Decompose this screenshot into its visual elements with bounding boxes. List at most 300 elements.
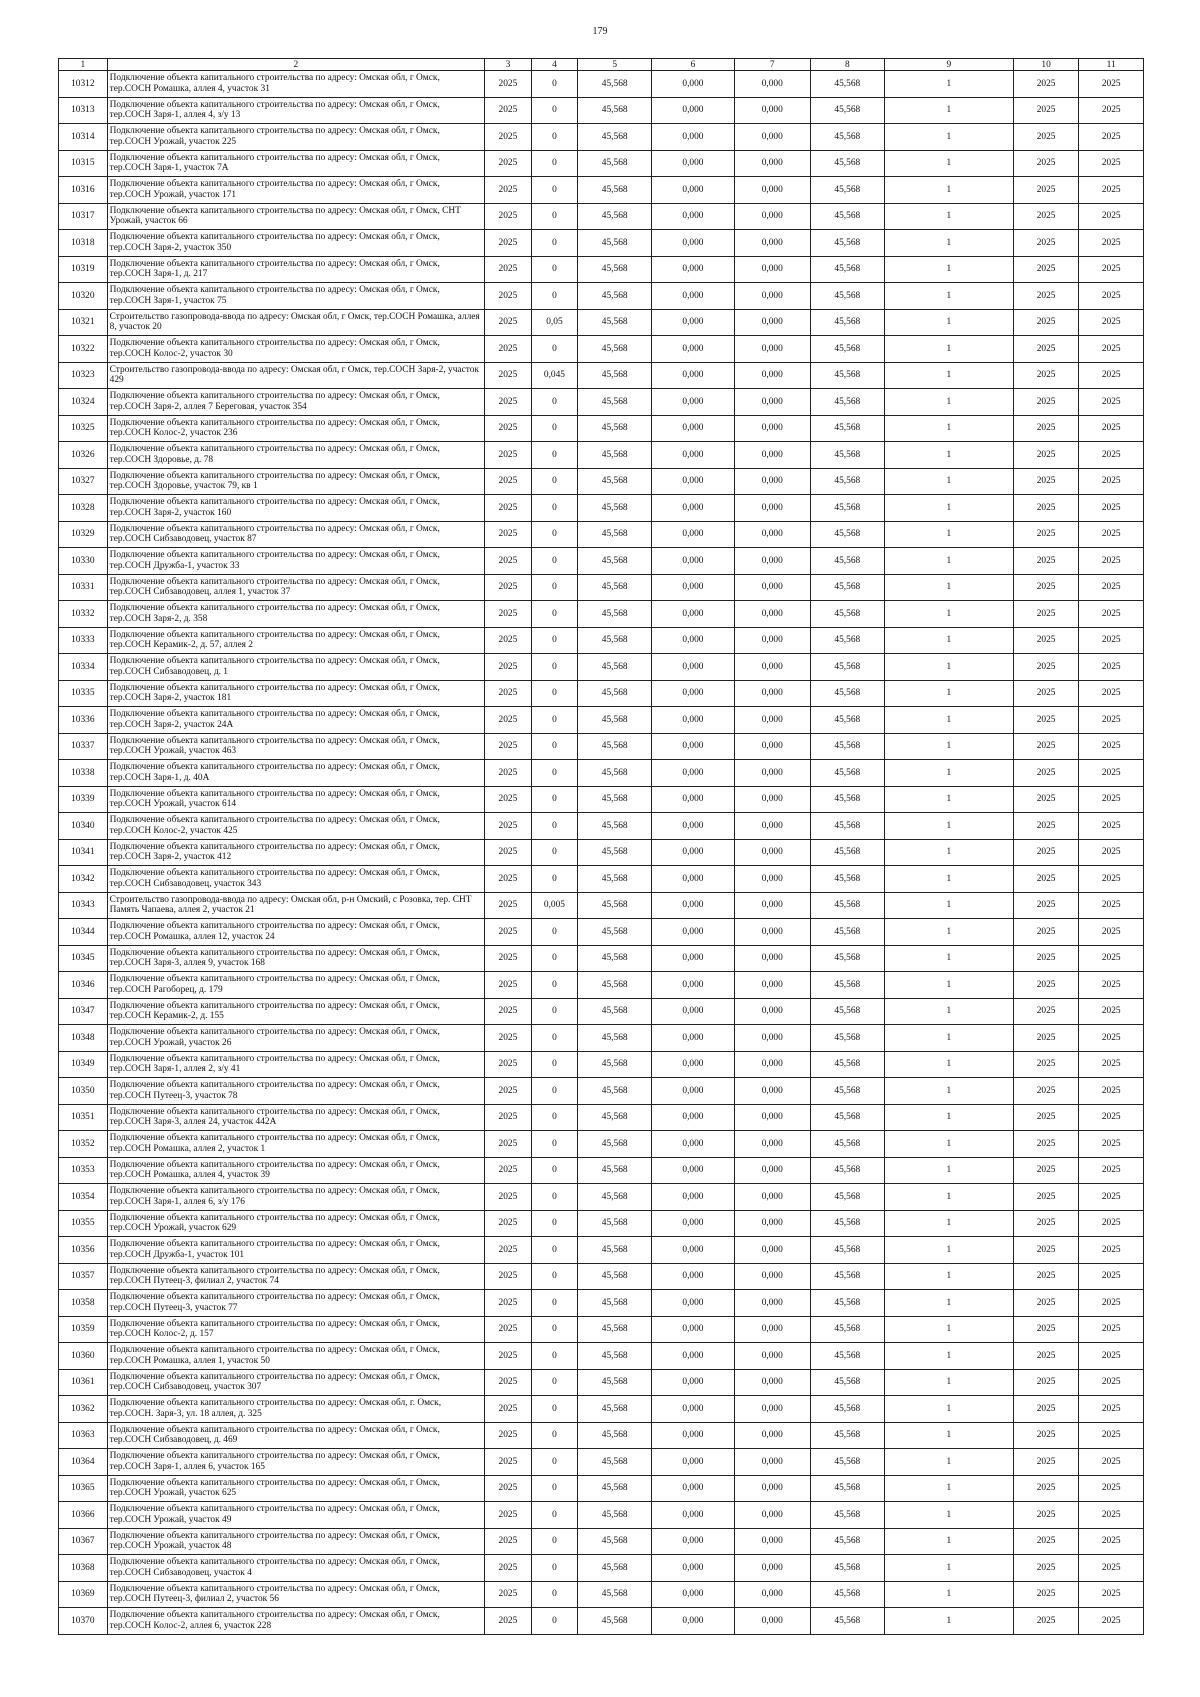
end-year-cell: 2025 bbox=[1079, 1078, 1144, 1105]
value-cell: 45,568 bbox=[810, 124, 884, 151]
end-year-cell: 2025 bbox=[1079, 1184, 1144, 1211]
table-row bbox=[59, 71, 1144, 98]
row-number: 10361 bbox=[59, 1369, 108, 1396]
end-year-cell: 2025 bbox=[1079, 654, 1144, 681]
value-cell: 0,000 bbox=[734, 813, 810, 840]
year-cell: 2025 bbox=[485, 627, 532, 654]
value-cell: 45,568 bbox=[578, 362, 652, 389]
value-cell: 45,568 bbox=[810, 839, 884, 866]
value-cell: 0,000 bbox=[734, 362, 810, 389]
value-cell: 45,568 bbox=[810, 1263, 884, 1290]
value-cell: 0,000 bbox=[652, 468, 734, 495]
value-cell: 0,000 bbox=[734, 1475, 810, 1502]
description-cell: Подключение объекта капитального строительства по адресу: Омская обл, г Омск, тер.СОСН Сибзаводовец, аллея 1, участок 37 bbox=[107, 574, 485, 601]
start-year-cell: 2025 bbox=[1013, 230, 1079, 257]
value-cell: 0,000 bbox=[734, 1581, 810, 1608]
value-cell: 45,568 bbox=[578, 442, 652, 469]
length-cell: 0 bbox=[531, 1263, 578, 1290]
year-cell: 2025 bbox=[485, 760, 532, 787]
start-year-cell: 2025 bbox=[1013, 1608, 1079, 1635]
value-cell: 0,000 bbox=[652, 336, 734, 363]
value-cell: 45,568 bbox=[578, 1210, 652, 1237]
end-year-cell: 2025 bbox=[1079, 548, 1144, 575]
end-year-cell: 2025 bbox=[1079, 336, 1144, 363]
value-cell: 0,000 bbox=[652, 574, 734, 601]
count-cell: 1 bbox=[884, 813, 1013, 840]
row-number: 10319 bbox=[59, 256, 108, 283]
description-cell: Подключение объекта капитального строительства по адресу: Омская обл, г Омск, тер.СОСН Заря-1, аллея 6, участок 165 bbox=[107, 1449, 485, 1476]
length-cell: 0 bbox=[531, 1290, 578, 1317]
length-cell: 0 bbox=[531, 786, 578, 813]
table-row bbox=[59, 203, 1144, 230]
start-year-cell: 2025 bbox=[1013, 1449, 1079, 1476]
value-cell: 0,000 bbox=[652, 389, 734, 416]
value-cell: 45,568 bbox=[810, 1581, 884, 1608]
count-cell: 1 bbox=[884, 1555, 1013, 1582]
value-cell: 0,000 bbox=[734, 733, 810, 760]
length-cell: 0 bbox=[531, 1343, 578, 1370]
value-cell: 45,568 bbox=[578, 1608, 652, 1635]
description-cell: Строительство газопровода-ввода по адресу: Омская обл, р-н Омский, с Розовка, тер. СНТ Память Чапаева, аллея 2, участок 21 bbox=[107, 892, 485, 919]
length-cell: 0 bbox=[531, 1422, 578, 1449]
description-cell: Подключение объекта капитального строительства по адресу: Омская обл, г Омск, тер.СОСН Ромашка, аллея 1, участок 50 bbox=[107, 1343, 485, 1370]
table-row bbox=[59, 1502, 1144, 1529]
table-row bbox=[59, 1608, 1144, 1635]
end-year-cell: 2025 bbox=[1079, 97, 1144, 124]
length-cell: 0 bbox=[531, 574, 578, 601]
year-cell: 2025 bbox=[485, 1502, 532, 1529]
start-year-cell: 2025 bbox=[1013, 654, 1079, 681]
value-cell: 0,000 bbox=[652, 1608, 734, 1635]
year-cell: 2025 bbox=[485, 389, 532, 416]
value-cell: 0,000 bbox=[734, 786, 810, 813]
value-cell: 0,000 bbox=[652, 1422, 734, 1449]
row-number: 10343 bbox=[59, 892, 108, 919]
year-cell: 2025 bbox=[485, 919, 532, 946]
column-header-8: 8 bbox=[810, 59, 884, 71]
end-year-cell: 2025 bbox=[1079, 1608, 1144, 1635]
row-number: 10345 bbox=[59, 945, 108, 972]
start-year-cell: 2025 bbox=[1013, 203, 1079, 230]
end-year-cell: 2025 bbox=[1079, 1581, 1144, 1608]
value-cell: 0,000 bbox=[734, 1422, 810, 1449]
value-cell: 0,000 bbox=[734, 230, 810, 257]
description-cell: Подключение объекта капитального строительства по адресу: Омская обл, г Омск, тер.СОСН Заря-2, д. 358 bbox=[107, 601, 485, 628]
row-number: 10329 bbox=[59, 521, 108, 548]
length-cell: 0 bbox=[531, 866, 578, 893]
value-cell: 45,568 bbox=[810, 760, 884, 787]
description-cell: Подключение объекта капитального строительства по адресу: Омская обл, г Омск, тер.СОСН Дружба-1, участок 33 bbox=[107, 548, 485, 575]
value-cell: 45,568 bbox=[578, 707, 652, 734]
value-cell: 45,568 bbox=[810, 892, 884, 919]
length-cell: 0 bbox=[531, 972, 578, 999]
description-cell: Строительство газопровода-ввода по адресу: Омская обл, г Омск, тер.СОСН Ромашка, аллея 8, участок 20 bbox=[107, 309, 485, 336]
start-year-cell: 2025 bbox=[1013, 71, 1079, 98]
value-cell: 0,000 bbox=[734, 680, 810, 707]
count-cell: 1 bbox=[884, 733, 1013, 760]
value-cell: 45,568 bbox=[578, 1369, 652, 1396]
year-cell: 2025 bbox=[485, 866, 532, 893]
end-year-cell: 2025 bbox=[1079, 521, 1144, 548]
row-number: 10353 bbox=[59, 1157, 108, 1184]
value-cell: 0,000 bbox=[652, 707, 734, 734]
description-cell: Подключение объекта капитального строительства по адресу: Омская обл, г Омск, тер.СОСН Сибзаводовец, участок 307 bbox=[107, 1369, 485, 1396]
value-cell: 0,000 bbox=[734, 336, 810, 363]
value-cell: 0,000 bbox=[734, 1316, 810, 1343]
description-cell: Подключение объекта капитального строительства по адресу: Омская обл, г Омск, тер.СОСН Дружба-1, участок 101 bbox=[107, 1237, 485, 1264]
count-cell: 1 bbox=[884, 1025, 1013, 1052]
value-cell: 45,568 bbox=[810, 998, 884, 1025]
length-cell: 0 bbox=[531, 177, 578, 204]
value-cell: 0,000 bbox=[652, 1104, 734, 1131]
end-year-cell: 2025 bbox=[1079, 256, 1144, 283]
row-number: 10358 bbox=[59, 1290, 108, 1317]
end-year-cell: 2025 bbox=[1079, 309, 1144, 336]
column-header-9: 9 bbox=[884, 59, 1013, 71]
table-row bbox=[59, 1025, 1144, 1052]
length-cell: 0 bbox=[531, 1025, 578, 1052]
end-year-cell: 2025 bbox=[1079, 1131, 1144, 1158]
value-cell: 45,568 bbox=[578, 1131, 652, 1158]
end-year-cell: 2025 bbox=[1079, 1051, 1144, 1078]
value-cell: 0,000 bbox=[734, 415, 810, 442]
data-table bbox=[58, 58, 1144, 1635]
count-cell: 1 bbox=[884, 1237, 1013, 1264]
row-number: 10314 bbox=[59, 124, 108, 151]
row-number: 10326 bbox=[59, 442, 108, 469]
count-cell: 1 bbox=[884, 707, 1013, 734]
value-cell: 45,568 bbox=[578, 760, 652, 787]
year-cell: 2025 bbox=[485, 1528, 532, 1555]
start-year-cell: 2025 bbox=[1013, 548, 1079, 575]
value-cell: 45,568 bbox=[810, 1608, 884, 1635]
row-number: 10356 bbox=[59, 1237, 108, 1264]
value-cell: 0,000 bbox=[734, 1078, 810, 1105]
length-cell: 0 bbox=[531, 1396, 578, 1423]
value-cell: 45,568 bbox=[578, 1184, 652, 1211]
value-cell: 0,000 bbox=[734, 1369, 810, 1396]
value-cell: 0,000 bbox=[734, 1237, 810, 1264]
year-cell: 2025 bbox=[485, 150, 532, 177]
count-cell: 1 bbox=[884, 866, 1013, 893]
year-cell: 2025 bbox=[485, 1290, 532, 1317]
table-row bbox=[59, 1157, 1144, 1184]
value-cell: 45,568 bbox=[578, 177, 652, 204]
row-number: 10347 bbox=[59, 998, 108, 1025]
count-cell: 1 bbox=[884, 1369, 1013, 1396]
value-cell: 0,000 bbox=[652, 256, 734, 283]
value-cell: 45,568 bbox=[578, 495, 652, 522]
end-year-cell: 2025 bbox=[1079, 574, 1144, 601]
row-number: 10315 bbox=[59, 150, 108, 177]
count-cell: 1 bbox=[884, 601, 1013, 628]
table-row bbox=[59, 945, 1144, 972]
value-cell: 0,000 bbox=[734, 760, 810, 787]
value-cell: 45,568 bbox=[810, 786, 884, 813]
value-cell: 0,000 bbox=[652, 1184, 734, 1211]
length-cell: 0 bbox=[531, 945, 578, 972]
value-cell: 45,568 bbox=[810, 707, 884, 734]
year-cell: 2025 bbox=[485, 1581, 532, 1608]
count-cell: 1 bbox=[884, 1475, 1013, 1502]
length-cell: 0 bbox=[531, 1237, 578, 1264]
page-number: 179 bbox=[592, 26, 608, 37]
end-year-cell: 2025 bbox=[1079, 1025, 1144, 1052]
end-year-cell: 2025 bbox=[1079, 733, 1144, 760]
table-row bbox=[59, 1369, 1144, 1396]
length-cell: 0 bbox=[531, 124, 578, 151]
table-row bbox=[59, 1343, 1144, 1370]
length-cell: 0 bbox=[531, 1157, 578, 1184]
description-cell: Подключение объекта капитального строительства по адресу: Омская обл, г Омск, тер.СОСН Путеец-3, филиал 2, участок 74 bbox=[107, 1263, 485, 1290]
length-cell: 0 bbox=[531, 707, 578, 734]
value-cell: 0,000 bbox=[652, 1263, 734, 1290]
table-row bbox=[59, 1422, 1144, 1449]
end-year-cell: 2025 bbox=[1079, 1555, 1144, 1582]
year-cell: 2025 bbox=[485, 998, 532, 1025]
length-cell: 0 bbox=[531, 1210, 578, 1237]
value-cell: 0,000 bbox=[652, 283, 734, 310]
value-cell: 0,000 bbox=[652, 760, 734, 787]
count-cell: 1 bbox=[884, 892, 1013, 919]
length-cell: 0 bbox=[531, 389, 578, 416]
start-year-cell: 2025 bbox=[1013, 945, 1079, 972]
year-cell: 2025 bbox=[485, 468, 532, 495]
description-cell: Подключение объекта капитального строительства по адресу: Омская обл, г Омск, тер.СОСН Колос-2, д. 157 bbox=[107, 1316, 485, 1343]
length-cell: 0 bbox=[531, 654, 578, 681]
count-cell: 1 bbox=[884, 468, 1013, 495]
start-year-cell: 2025 bbox=[1013, 177, 1079, 204]
year-cell: 2025 bbox=[485, 707, 532, 734]
table-row bbox=[59, 1555, 1144, 1582]
value-cell: 0,000 bbox=[734, 1210, 810, 1237]
length-cell: 0 bbox=[531, 1528, 578, 1555]
length-cell: 0 bbox=[531, 256, 578, 283]
start-year-cell: 2025 bbox=[1013, 150, 1079, 177]
value-cell: 0,000 bbox=[734, 1104, 810, 1131]
value-cell: 45,568 bbox=[810, 203, 884, 230]
end-year-cell: 2025 bbox=[1079, 1210, 1144, 1237]
value-cell: 45,568 bbox=[810, 97, 884, 124]
row-number: 10333 bbox=[59, 627, 108, 654]
length-cell: 0 bbox=[531, 468, 578, 495]
value-cell: 45,568 bbox=[578, 945, 652, 972]
table-row bbox=[59, 892, 1144, 919]
value-cell: 45,568 bbox=[810, 1502, 884, 1529]
count-cell: 1 bbox=[884, 654, 1013, 681]
row-number: 10350 bbox=[59, 1078, 108, 1105]
table-row bbox=[59, 733, 1144, 760]
value-cell: 45,568 bbox=[810, 1475, 884, 1502]
value-cell: 0,000 bbox=[652, 1078, 734, 1105]
end-year-cell: 2025 bbox=[1079, 972, 1144, 999]
value-cell: 0,000 bbox=[652, 1369, 734, 1396]
length-cell: 0 bbox=[531, 442, 578, 469]
year-cell: 2025 bbox=[485, 786, 532, 813]
value-cell: 0,000 bbox=[652, 1475, 734, 1502]
description-cell: Подключение объекта капитального строительства по адресу: Омская обл, г Омск, тер.СОСН Ромашка, аллея 2, участок 1 bbox=[107, 1131, 485, 1158]
year-cell: 2025 bbox=[485, 972, 532, 999]
column-header-4: 4 bbox=[531, 59, 578, 71]
description-cell: Подключение объекта капитального строительства по адресу: Омская обл, г Омск, тер.СОСН Заря-3, аллея 24, участок 442А bbox=[107, 1104, 485, 1131]
end-year-cell: 2025 bbox=[1079, 1475, 1144, 1502]
length-cell: 0,045 bbox=[531, 362, 578, 389]
count-cell: 1 bbox=[884, 415, 1013, 442]
row-number: 10331 bbox=[59, 574, 108, 601]
table-row bbox=[59, 680, 1144, 707]
description-cell: Подключение объекта капитального строительства по адресу: Омская обл, г Омск, тер.СОСН Заря-2, участок 160 bbox=[107, 495, 485, 522]
start-year-cell: 2025 bbox=[1013, 627, 1079, 654]
value-cell: 0,000 bbox=[734, 468, 810, 495]
value-cell: 45,568 bbox=[810, 813, 884, 840]
value-cell: 0,000 bbox=[652, 1449, 734, 1476]
start-year-cell: 2025 bbox=[1013, 362, 1079, 389]
count-cell: 1 bbox=[884, 972, 1013, 999]
row-number: 10368 bbox=[59, 1555, 108, 1582]
column-header-6: 6 bbox=[652, 59, 734, 71]
value-cell: 0,000 bbox=[734, 1157, 810, 1184]
value-cell: 45,568 bbox=[810, 1396, 884, 1423]
value-cell: 45,568 bbox=[578, 1449, 652, 1476]
description-cell: Подключение объекта капитального строительства по адресу: Омская обл, г Омск, тер.СОСН Заря-1, аллея 6, з/у 176 bbox=[107, 1184, 485, 1211]
length-cell: 0 bbox=[531, 733, 578, 760]
value-cell: 0,000 bbox=[652, 230, 734, 257]
row-number: 10332 bbox=[59, 601, 108, 628]
value-cell: 45,568 bbox=[810, 256, 884, 283]
value-cell: 45,568 bbox=[578, 1396, 652, 1423]
count-cell: 1 bbox=[884, 919, 1013, 946]
value-cell: 45,568 bbox=[578, 521, 652, 548]
value-cell: 0,000 bbox=[734, 203, 810, 230]
table-row bbox=[59, 548, 1144, 575]
end-year-cell: 2025 bbox=[1079, 866, 1144, 893]
end-year-cell: 2025 bbox=[1079, 177, 1144, 204]
count-cell: 1 bbox=[884, 1078, 1013, 1105]
value-cell: 45,568 bbox=[578, 1157, 652, 1184]
value-cell: 45,568 bbox=[578, 256, 652, 283]
value-cell: 0,000 bbox=[734, 283, 810, 310]
value-cell: 0,000 bbox=[734, 707, 810, 734]
value-cell: 0,000 bbox=[734, 1555, 810, 1582]
row-number: 10335 bbox=[59, 680, 108, 707]
start-year-cell: 2025 bbox=[1013, 813, 1079, 840]
description-cell: Подключение объекта капитального строительства по адресу: Омская обл, г. Омск, тер.СОСН. Заря-3, ул. 18 аллея, д. 325 bbox=[107, 1396, 485, 1423]
end-year-cell: 2025 bbox=[1079, 945, 1144, 972]
table-row bbox=[59, 866, 1144, 893]
value-cell: 0,000 bbox=[652, 733, 734, 760]
start-year-cell: 2025 bbox=[1013, 309, 1079, 336]
count-cell: 1 bbox=[884, 1290, 1013, 1317]
length-cell: 0 bbox=[531, 919, 578, 946]
row-number: 10364 bbox=[59, 1449, 108, 1476]
end-year-cell: 2025 bbox=[1079, 124, 1144, 151]
value-cell: 45,568 bbox=[810, 1290, 884, 1317]
column-header-10: 10 bbox=[1013, 59, 1079, 71]
value-cell: 0,000 bbox=[652, 786, 734, 813]
length-cell: 0 bbox=[531, 680, 578, 707]
count-cell: 1 bbox=[884, 1422, 1013, 1449]
description-cell: Подключение объекта капитального строительства по адресу: Омская обл, г Омск, тер.СОСН Заря-2, участок 350 bbox=[107, 230, 485, 257]
value-cell: 45,568 bbox=[578, 548, 652, 575]
table-row bbox=[59, 1290, 1144, 1317]
value-cell: 45,568 bbox=[578, 1581, 652, 1608]
value-cell: 0,000 bbox=[734, 839, 810, 866]
value-cell: 0,000 bbox=[652, 1502, 734, 1529]
description-cell: Подключение объекта капитального строительства по адресу: Омская обл, г Омск, тер.СОСН Урожай, участок 26 bbox=[107, 1025, 485, 1052]
row-number: 10366 bbox=[59, 1502, 108, 1529]
value-cell: 0,000 bbox=[652, 71, 734, 98]
value-cell: 0,000 bbox=[734, 256, 810, 283]
length-cell: 0 bbox=[531, 1502, 578, 1529]
year-cell: 2025 bbox=[485, 283, 532, 310]
value-cell: 0,000 bbox=[734, 1025, 810, 1052]
value-cell: 0,000 bbox=[652, 1051, 734, 1078]
end-year-cell: 2025 bbox=[1079, 1369, 1144, 1396]
value-cell: 45,568 bbox=[810, 680, 884, 707]
start-year-cell: 2025 bbox=[1013, 1157, 1079, 1184]
value-cell: 0,000 bbox=[734, 1184, 810, 1211]
value-cell: 0,000 bbox=[652, 1237, 734, 1264]
count-cell: 1 bbox=[884, 1343, 1013, 1370]
value-cell: 0,000 bbox=[734, 919, 810, 946]
value-cell: 0,000 bbox=[734, 1396, 810, 1423]
start-year-cell: 2025 bbox=[1013, 1528, 1079, 1555]
value-cell: 45,568 bbox=[810, 230, 884, 257]
end-year-cell: 2025 bbox=[1079, 760, 1144, 787]
length-cell: 0 bbox=[531, 495, 578, 522]
row-number: 10349 bbox=[59, 1051, 108, 1078]
year-cell: 2025 bbox=[485, 256, 532, 283]
description-cell: Подключение объекта капитального строительства по адресу: Омская обл, г Омск, тер.СОСН Здоровье, участок 79, кв 1 bbox=[107, 468, 485, 495]
description-cell: Подключение объекта капитального строительства по адресу: Омская обл, г Омск, тер.СОСН Керамик-2, д. 57, аллея 2 bbox=[107, 627, 485, 654]
description-cell: Подключение объекта капитального строительства по адресу: Омская обл, г Омск, тер.СОСН Заря-2, участок 412 bbox=[107, 839, 485, 866]
value-cell: 0,000 bbox=[652, 150, 734, 177]
value-cell: 45,568 bbox=[578, 389, 652, 416]
description-cell: Подключение объекта капитального строительства по адресу: Омская обл, г Омск, тер.СОСН Колос-2, аллея 6, участок 228 bbox=[107, 1608, 485, 1635]
length-cell: 0 bbox=[531, 1051, 578, 1078]
value-cell: 0,000 bbox=[652, 203, 734, 230]
value-cell: 45,568 bbox=[578, 1051, 652, 1078]
description-cell: Подключение объекта капитального строительства по адресу: Омская обл, г Омск, тер.СОСН Рагоборец, д. 179 bbox=[107, 972, 485, 999]
value-cell: 0,000 bbox=[652, 124, 734, 151]
end-year-cell: 2025 bbox=[1079, 283, 1144, 310]
table-row bbox=[59, 336, 1144, 363]
table-row bbox=[59, 362, 1144, 389]
length-cell: 0 bbox=[531, 1555, 578, 1582]
count-cell: 1 bbox=[884, 442, 1013, 469]
value-cell: 45,568 bbox=[578, 415, 652, 442]
value-cell: 0,000 bbox=[652, 972, 734, 999]
year-cell: 2025 bbox=[485, 1078, 532, 1105]
year-cell: 2025 bbox=[485, 813, 532, 840]
table-row bbox=[59, 1131, 1144, 1158]
year-cell: 2025 bbox=[485, 574, 532, 601]
count-cell: 1 bbox=[884, 1184, 1013, 1211]
year-cell: 2025 bbox=[485, 1237, 532, 1264]
row-number: 10365 bbox=[59, 1475, 108, 1502]
end-year-cell: 2025 bbox=[1079, 442, 1144, 469]
table-row bbox=[59, 1237, 1144, 1264]
value-cell: 0,000 bbox=[652, 866, 734, 893]
end-year-cell: 2025 bbox=[1079, 627, 1144, 654]
table-row bbox=[59, 1449, 1144, 1476]
start-year-cell: 2025 bbox=[1013, 574, 1079, 601]
value-cell: 45,568 bbox=[810, 574, 884, 601]
start-year-cell: 2025 bbox=[1013, 1290, 1079, 1317]
row-number: 10355 bbox=[59, 1210, 108, 1237]
value-cell: 45,568 bbox=[578, 230, 652, 257]
description-cell: Подключение объекта капитального строительства по адресу: Омская обл, г Омск, тер.СОСН Путеец-3, участок 77 bbox=[107, 1290, 485, 1317]
